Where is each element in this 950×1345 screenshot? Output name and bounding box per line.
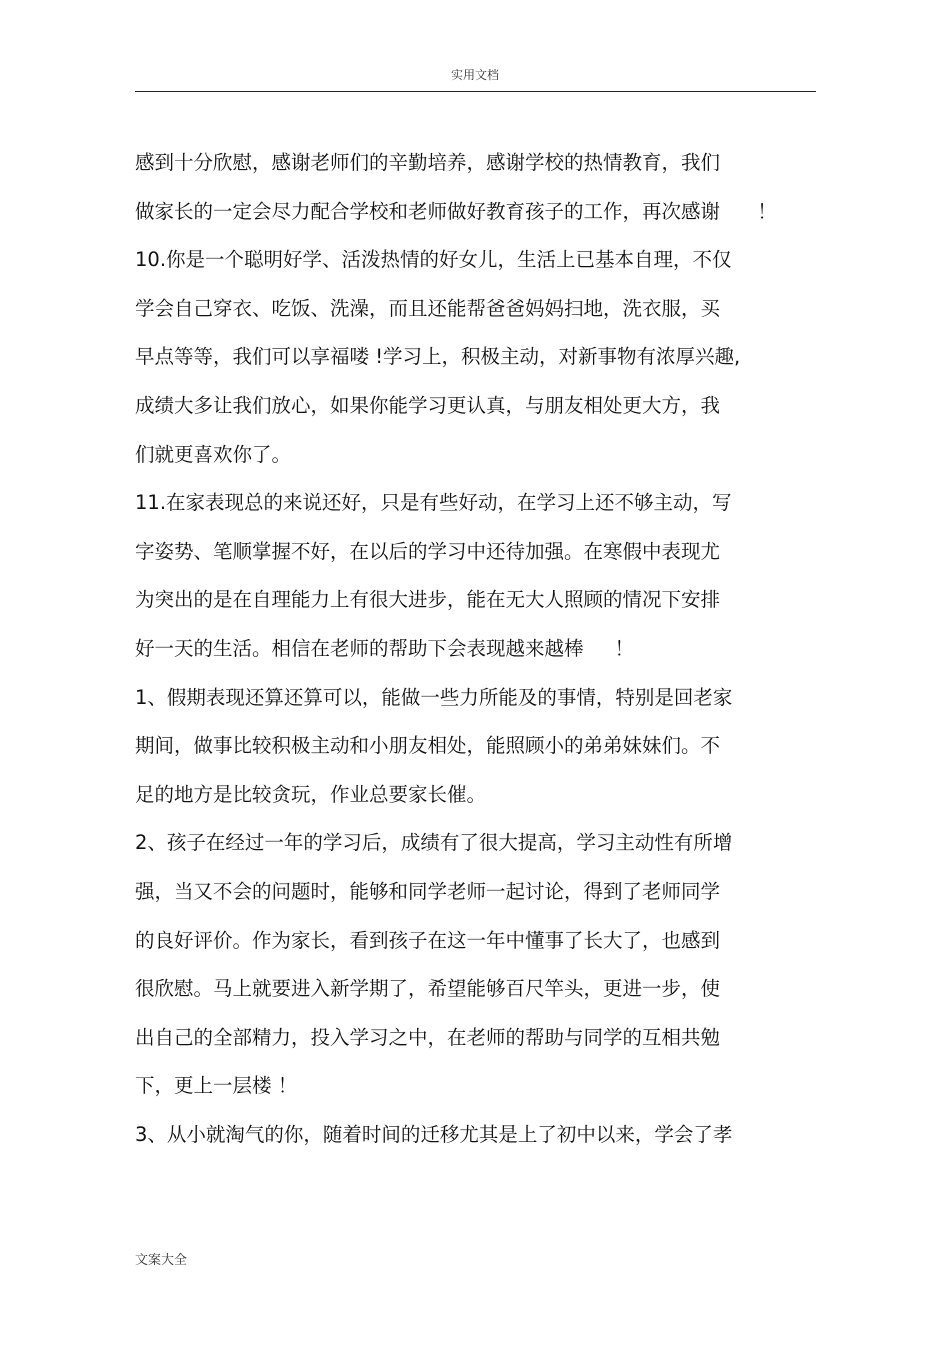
text-line: 成绩大多让我们放心，如果你能学习更认真，与朋友相处更大方，我: [135, 393, 721, 417]
text-line: 出自己的全部精力，投入学习之中，在老师的帮助与同学的互相共勉: [135, 1025, 721, 1049]
page-header: 实用文档: [450, 68, 499, 82]
text-line: 强，当又不会的问题时，能够和同学老师一起讨论，得到了老师同学: [135, 879, 721, 903]
text-line: 2、孩子在经过一年的学习后，成绩有了很大提高，学习主动性有所增: [135, 831, 733, 855]
header-rule: [135, 91, 816, 92]
text-line: 足的地方是比较贪玩，作业总要家长催。: [135, 782, 487, 806]
document-body: [135, 145, 825, 1165]
text-line: 的良好评价。作为家长，看到孩子在这一年中懂事了长大了，也感到: [135, 928, 721, 952]
text-line: 为突出的是在自理能力上有很大进步，能在无大人照顾的情况下安排: [135, 588, 721, 612]
text-line: 字姿势、笔顺掌握不好，在以后的学习中还待加强。在寒假中表现尤: [135, 539, 721, 563]
text-line: 早点等等，我们可以享福喽 !学习上，积极主动，对新事物有浓厚兴趣,: [135, 345, 741, 369]
text-line: 好一天的生活。相信在老师的帮助下会表现越来越棒 ！: [135, 636, 634, 660]
text-line: 学会自己穿衣、吃饭、洗澡，而且还能帮爸爸妈妈扫地，洗衣服，买: [135, 296, 721, 320]
text-line: 很欣慰。马上就要进入新学期了，希望能够百尺竿头，更进一步，使: [135, 977, 721, 1001]
text-line: 3、从小就淘气的你，随着时间的迁移尤其是上了初中以来，学会了孝: [135, 1122, 733, 1146]
text-line: 感到十分欣慰，感谢老师们的辛勤培养，感谢学校的热情教育，我们: [135, 151, 721, 174]
text-line: 下，更上一层楼 ！: [135, 1074, 298, 1098]
text-line: 做家长的一定会尽力配合学校和老师做好教育孩子的工作，再次感谢 ！: [135, 199, 777, 223]
text-line: 期间，做事比较积极主动和小朋友相处，能照顾小的弟弟妹妹们。不: [135, 734, 721, 758]
text-line: 10.你是一个聪明好学、活泼热情的好女儿，生活上已基本自理，不仅: [135, 248, 732, 272]
text-line: 1、假期表现还算还算可以，能做一些力所能及的事情，特别是回老家: [135, 685, 733, 709]
page-footer: 文案大全: [135, 1253, 188, 1268]
text-line: 们就更喜欢你了。: [135, 442, 292, 466]
text-line: 11.在家表现总的来说还好，只是有些好动，在学习上还不够主动，写: [135, 491, 732, 515]
